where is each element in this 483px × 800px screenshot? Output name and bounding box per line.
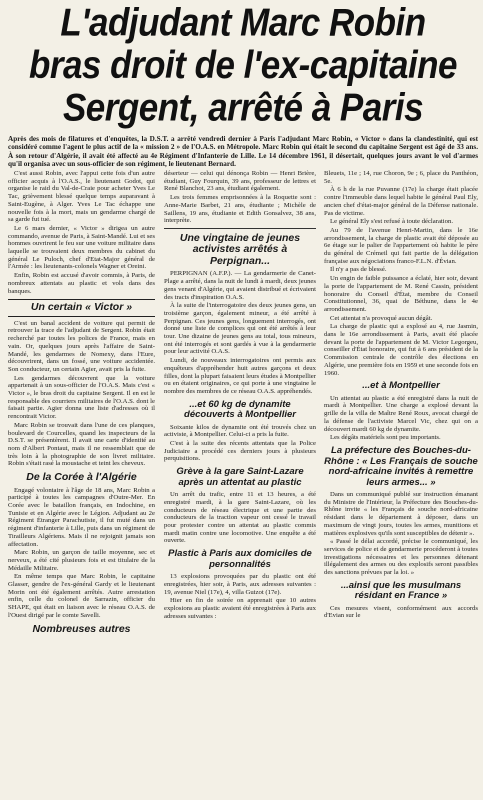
col3-paragraph: Il n'y a pas de blessé.: [330, 266, 387, 274]
col3-paragraph: Bleuets, 11e ; 14, rue Choron, 9e ; 6, place du Panthéon, 5e.: [324, 170, 478, 185]
col2-paragraph: 13 explosions provoquées par du plastic ont été enregistrées, hier soir, à Paris, aux adresses suivantes : 19, avenue Niel (17e), 4, villa Guizot (17e).: [164, 573, 316, 596]
col3-paragraph: Le général Ely s'est refusé à toute déclaration.: [330, 218, 454, 226]
col2-paragraph: Les trois femmes emprisonnées à la Roquette sont : Anne-Marie Barbet, 21 ans, étudiante ; Michèle de Saillens, 19 ans, étudiante et Edith Gonsalvez, 38 ans, interprète.: [164, 194, 316, 225]
col2-paragraph: C'est à la suite des récents attentats que la Police Judiciaire a procédé ces derniers jours à plusieurs perquisitions.: [164, 440, 316, 463]
col1-paragraph: Le 6 mars dernier, « Victor » dirigea un autre commando, avenue de Paris, à Saint-Mandé. Lui et ses hommes ouvrirent le feu sur une voiture militaire dans laquelle se trouvaient deux membres du cabinet du général Le Puloch, chef d'Etat-Major général de l'Armée : les lieutenants-colonels Wagner et Oreini.: [8, 224, 155, 271]
subhead-plastic-paris: Plastic à Paris aux domiciles de personnalités: [168, 548, 312, 570]
col1-paragraph: C'est un banal accident de voiture qui permit de retrouver la trace de l'adjudant de Sergent. Robin était recherché par toutes les polices de France, mais en vain. Or, quelques jours après l'affaire de Saint-Mandé, les gendarmes de Nomexy, dans l'Eure, découvrirent, dans un fossé, une voiture accidentée. Son conducteur, un certain Agier, avait pris la fuite.: [8, 319, 155, 373]
col3-paragraph: Un engin de faible puissance a éclaté, hier soir, devant la porte de l'appartement de M. René Cassin, président honoraire du Conseil d'État, membre du Conseil Constitutionnel, 36, quai de Béthune, dans le 4e arrondissement.: [324, 275, 478, 313]
col1-paragraph: Marc Robin se trouvait dans l'une de ces planques, boulevard de Courcelles, quand les inspecteurs de la D.S.T. se présentèrent. Il avait une carte d'identité au nom d'Albert Pontaut, mais il ne ressemblait que de très loin à la photographie de son livret militaire. Robin s'était rasé la moustache et teint les cheveux.: [8, 421, 155, 468]
col1-paragraph: C'est aussi Robin, avec l'appui cette fois d'un autre officier acquis à l'O.A.S., le lieutenant Godot, qui organise le raid du Val-de-Craie pour acheter Yves Le Tac, grièvement blessé quelque temps auparavant à Saint-Eugène, à Alger. Yves Le Tac échappe une nouvelle fois à la mort, mais un gendarme chargé de sa garde fut tué.: [8, 170, 155, 224]
col3-paragraph: Au 79 de l'avenue Henri-Martin, dans le 16e arrondissement, la charge de plastic avait été déposée au 6e étage sur le palier de l'appartement où habite le père du général de Crémeil qui fait partie de la délégation française aux négociations franco-F.L.N. d'Évian.: [324, 226, 478, 265]
column-3: [324, 170, 478, 790]
col2-paragraph: Hier en fin de soirée on apprenait que 10 autres explosions au plastic avaient été enregistrées à Paris aux adresses suivantes :: [164, 597, 316, 620]
col2-paragraph: À la suite de l'interrogatoire des deux jeunes gens, un troisième garçon, également mineur, a été arrêté à Perpignan. Ces jeunes gens, longuement interrogés, ont donné une liste de complices qui ont été arrêtés à leur tour. Une dizaine de jeunes gens au total, tous mineurs, ont été interrogés et sont gardés à vue à la gendarmerie pour leur activité O.A.S.: [164, 302, 316, 356]
subhead-coree-algerie: De la Corée à l'Algérie: [26, 471, 137, 484]
col3-paragraph: « Passé le délai accordé, précise le communiqué, les services de police et de gendarmerie procéderont à toutes investigations nécessaires et les personnes détenant illégalement des armes ou des explosifs seront passibles des sanctions prévues par la loi. »: [324, 538, 478, 577]
col2-paragraph: PERPIGNAN (A.F.P.). — La gendarmerie de Canet-Plage a arrêté, dans la nuit de lundi à mardi, deux jeunes gens venant d'Algérie, qui avaient distribué et écrivaient des tracts d'inspiration O.A.S.: [164, 270, 316, 301]
col1-paragraph: Enfin, Robin est accusé d'avoir commis, à Paris, de nombreux attentats au plastic et vols dans des banques.: [8, 272, 155, 295]
col2-paragraph: Soixante kilos de dynamite ont été trouvés chez un activiste, à Montpellier. Celui-ci a pris la fuite.: [164, 423, 316, 439]
headline-line-3: Sergent, arrêté à Paris: [62, 86, 424, 130]
col1-paragraph: Marc Robin, un garçon de taille moyenne, sec et nerveux, a été cité plusieurs fois et est titulaire de la Médaille Militaire.: [8, 549, 155, 572]
col3-paragraph: Un attentat au plastic a été enregistré dans la nuit de mardi à Montpellier. Une charge a explosé devant la grille de la villa de Maître René Roux, avocat chargé de la défense de l'activiste Marcel Vic, chez qui on a découvert mardi 60 kg de dynamite.: [324, 394, 478, 433]
col1-paragraph: Engagé volontaire à l'âge de 18 ans, Marc Robin a participé à toutes les campagnes d'Outre-Mer. En Corée avec le bataillon français, en Indochine, en Tunisie et en Algérie avec le Légion. Adjudant au 2e Régiment Étranger Parachutiste, il fut muté dans un régiment d'infanterie à Lille, puis dans un régiment de Tirailleurs Algériens. Mais il ne rejoignit jamais son affectation.: [8, 486, 155, 548]
subhead-nombreuses-autres: Nombreuses autres: [32, 622, 131, 635]
subhead-un-certain-victor: Un certain « Victor »: [8, 299, 155, 317]
subhead-greve-saint-lazare: Grève à la gare Saint-Lazare après un attentat au plastic: [176, 466, 304, 488]
col3-paragraph: Cet attentat n'a provoqué aucun dégât.: [330, 314, 433, 322]
col1-paragraph: En même temps que Marc Robin, le capitaine Glasser, gendre de l'ex-général Gardy et le lieutenant Morin ont été également arrêtés. Autre arrestation enfin, celle du colonel de Sarrazin, officier du SHAPE, qui était en liaison avec le réseau O.A.S. de l'Ouest dirigé par le comte Savelli.: [8, 573, 155, 619]
main-headline: [6, 2, 480, 130]
col2-paragraph: Un arrêt du trafic, entre 11 et 13 heures, a été enregistré mardi, à la gare Saint-Lazare, où les conducteurs de réseau électrique et une partie des conducteurs de la traction vapeur ont cessé le travail pour protester contre un attentat au plastic commis mardi matin contre une locomotive. Une enquête a été ouverte.: [164, 491, 316, 545]
column-rule: [164, 228, 316, 229]
subhead-perpignan: Une vingtaine de jeunes activistes arrêtés à Perpignan...: [179, 231, 301, 267]
subhead-dynamite-montpellier: ...et 60 kg de dynamite découverts à Montpellier: [184, 398, 296, 421]
column-2: [164, 170, 316, 790]
col1-paragraph: Les gendarmes découvrent que la voiture appartenait à un sous-officier de l'O.A.S. Mais c'est « Victor », le bras droit du capitaine Sergent. Il en est le responsable des courriers militaires de l'O.A.S. dont le faisait partie. Agier donna une liste d'adresses où il rencontrait Victor.: [8, 374, 155, 421]
headline-line-2: bras droit de l'ex-capitaine: [28, 43, 458, 88]
headline-line-1: L'adjudant Marc Robin: [60, 0, 426, 45]
col3-paragraph: Ces mesures visent, conformément aux accords d'Evian sur le: [324, 604, 478, 620]
col2-paragraph: déserteur — celui qui dénonça Robin — Henri Brière, étudiant, Guy Fourquin, 39 ans, professeur de lettres et René Blanchot, 23 ans, étudiant également.: [164, 170, 316, 193]
subhead-bouches-du-rhone: La préfecture des Bouches-du-Rhône : « Les Français de souche nord-africaine invités à remettre leurs armes... »: [324, 445, 478, 488]
col3-paragraph: La charge de plastic qui a explosé au 4, rue Jasmin, dans le 16e arrondissement à Paris, avait été placée devant la porte de l'appartement de M. Victor Legorgeu, conseiller d'État honoraire, qui fut à 6 ans président de la Commission centrale de contrôle des élections en Algérie, une première fois en 1959 et une seconde fois en 1960.: [324, 323, 478, 377]
lede-paragraph: Après des mois de filatures et d'enquêtes, la D.S.T. a arrêté vendredi dernier à Paris l'adjudant Marc Robin, « Victor » dans la clandestinité, qui est considéré comme l'agent le plus actif de la « mission 2 » de l'O.A.S. en Métropole. Marc Robin qui était le second du capitaine Sergent est âgé de 33 ans. À son retour d'Algérie, il avait été affecté au 4e Régiment d'Infanterie de Lille. Le 14 décembre 1961, il désertait, quelques jours avant le vol d'armes qu'il organisa avec un sous-officier de son régiment, le lieutenant Bernard.: [8, 135, 478, 169]
col3-paragraph: À 6 h de la rue Puvanne (17e) la charge était placée contre l'immeuble dans lequel habite le général Paul Ely, ancien chef d'état-major général de la Défense nationale. Pas de victime.: [324, 186, 478, 217]
col2-paragraph: Lundi, de nouveaux interrogatoires ont permis aux enquêteurs d'appréhender huit autres garçons et deux filles, dont la plupart faisaient leurs études à Montpellier ou en étaient originaires, ce qui porte à une vingtaine le nombre des membres de ce réseau O.A.S. appréhendés.: [164, 357, 316, 395]
col3-paragraph: Dans un communiqué publié sur instruction émanant du Ministre de l'Intérieur, la Préfecture des Bouches-du-Rhône invite « les Français de souche nord-africaine résidant dans le département à déposer, dans un maximum de vingt jours, toutes les armes, munitions et matières explosives qu'ils sont susceptibles de détenir ».: [324, 491, 478, 537]
col3-paragraph: Les dégâts matériels sont peu importants.: [330, 434, 441, 442]
subhead-et-montpellier: ...et à Montpellier: [362, 380, 440, 392]
subhead-musulmans-france: ...ainsi que les musulmans résidant en France »: [340, 579, 462, 602]
column-1: [8, 170, 155, 790]
